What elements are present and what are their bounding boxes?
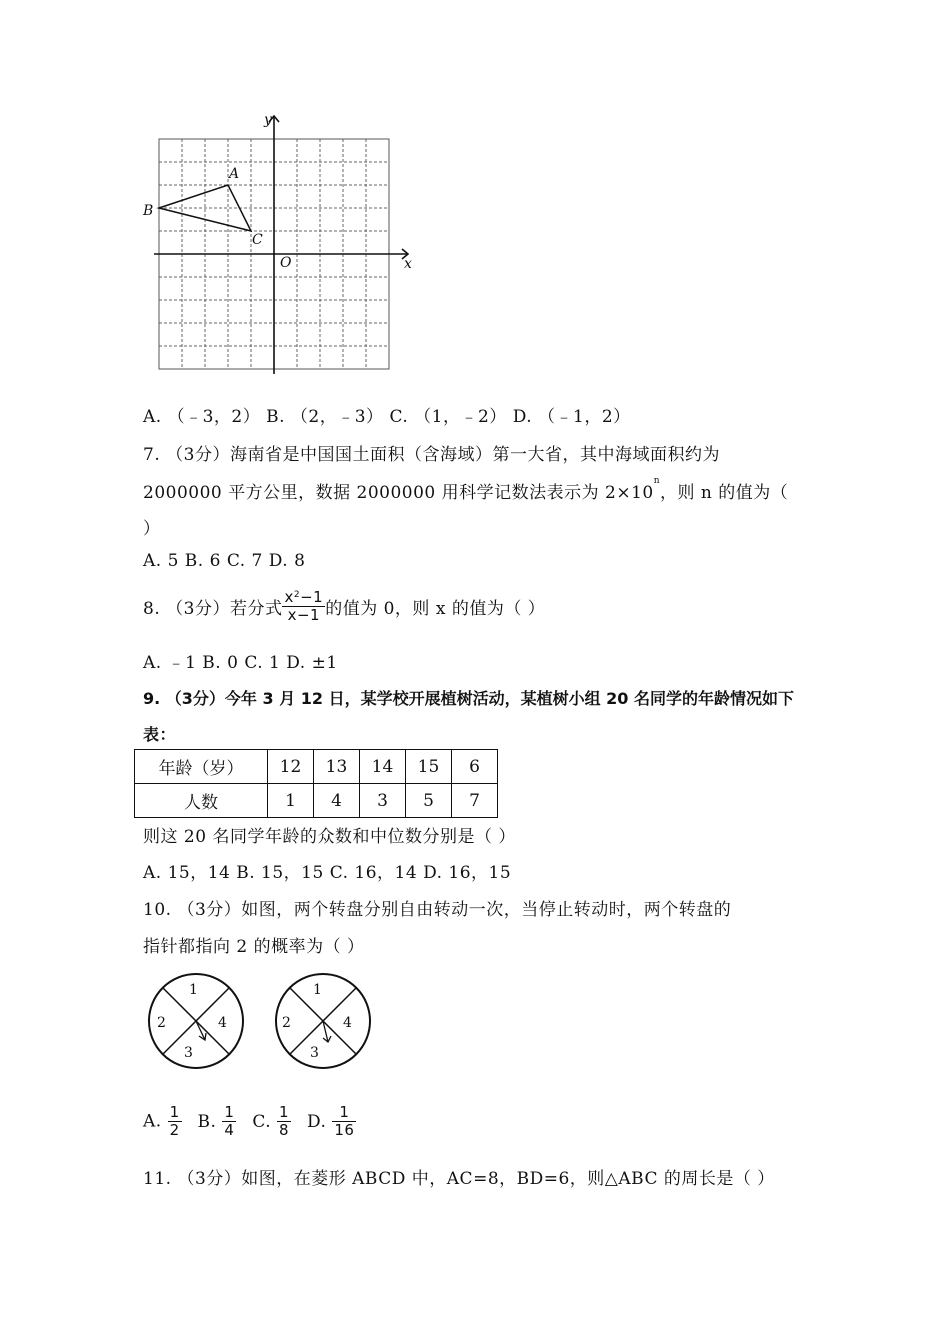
origin-label: O xyxy=(280,255,292,271)
spinner-right xyxy=(265,968,385,1078)
q8-options: A. ﹣1 B. 0 C. 1 D. ±1 xyxy=(143,653,338,673)
count-table-row xyxy=(135,784,498,818)
spinner-left xyxy=(138,968,258,1078)
age-cell: 14 xyxy=(360,750,406,784)
age-cell: 15 xyxy=(406,750,452,784)
q8-frac-num: x xyxy=(284,588,294,606)
coordinate-grid-figure xyxy=(140,108,420,378)
q10-opt-b: B. xyxy=(197,1111,217,1132)
spinner-label: 2 xyxy=(282,1015,291,1031)
frac-num: 1 xyxy=(279,1103,290,1121)
q10-frac-d xyxy=(332,1104,356,1139)
count-header-cell: 人数 xyxy=(135,784,268,818)
q8-fraction xyxy=(282,589,325,624)
spinner-label: 4 xyxy=(343,1015,352,1031)
age-cell: 13 xyxy=(314,750,360,784)
q6-options: A. （﹣3，2） B. （2，﹣3） C. （1，﹣2） D. （﹣1，2） xyxy=(143,407,631,427)
q10-opt-a: A. xyxy=(143,1111,162,1132)
q8-suffix: 的值为 0，则 x 的值为（ ） xyxy=(325,599,546,619)
q8-frac-num-sup: 2 xyxy=(293,590,301,600)
age-cell: 6 xyxy=(452,750,498,784)
q10-opt-d: D. xyxy=(306,1111,327,1132)
q7-line2-b: ，则 n 的值为（ xyxy=(660,483,789,503)
q7-line3: ） xyxy=(143,519,161,539)
spinner-label: 4 xyxy=(218,1015,227,1031)
q7-line1: 7. （3分）海南省是中国国土面积（含海域）第一大省，其中海域面积约为 xyxy=(143,445,720,465)
spinner-label: 3 xyxy=(184,1045,193,1061)
q7-line2-a: 2000000 平方公里，数据 2000000 用科学记数法表示为 2×10 xyxy=(143,483,654,503)
frac-den: 2 xyxy=(169,1121,180,1139)
frac-num: 1 xyxy=(169,1103,180,1121)
axis-y-label: y xyxy=(264,112,272,128)
frac-den: 8 xyxy=(279,1121,290,1139)
age-table-row xyxy=(135,750,498,784)
point-c-label: C xyxy=(252,232,263,248)
q9-line2: 表： xyxy=(143,725,177,744)
count-cell: 3 xyxy=(360,784,406,818)
q9-question: 则这 20 名同学年龄的众数和中位数分别是（ ） xyxy=(143,827,516,847)
spinner-label: 1 xyxy=(313,982,322,998)
q7-exponent: n xyxy=(653,476,661,486)
spinner-label: 1 xyxy=(189,982,198,998)
q10-opt-c: C. xyxy=(252,1111,272,1132)
frac-num: 1 xyxy=(224,1103,235,1121)
age-header-cell: 年龄（岁） xyxy=(135,750,268,784)
frac-num: 1 xyxy=(339,1103,350,1121)
spinner-label: 3 xyxy=(310,1045,319,1061)
point-a-label: A xyxy=(229,166,240,182)
count-cell: 1 xyxy=(268,784,314,818)
axis-x-label: x xyxy=(404,256,412,272)
age-table xyxy=(134,749,498,818)
count-cell: 7 xyxy=(452,784,498,818)
q10-options xyxy=(143,1104,356,1139)
q7-line2 xyxy=(143,478,788,503)
frac-den: 16 xyxy=(334,1121,355,1139)
q8-frac-den: x−1 xyxy=(282,606,325,624)
q9-line1: 9. （3分）今年 3 月 12 日，某学校开展植树活动，某植树小组 20 名同学的年龄情况如下 xyxy=(143,689,795,708)
frac-den: 4 xyxy=(224,1121,235,1139)
q7-options: A. 5 B. 6 C. 7 D. 8 xyxy=(143,551,306,571)
q10-frac-a xyxy=(168,1104,182,1139)
q10-line1: 10. （3分）如图，两个转盘分别自由转动一次，当停止转动时，两个转盘的 xyxy=(143,900,732,920)
count-cell: 5 xyxy=(406,784,452,818)
q11-line1: 11. （3分）如图，在菱形 ABCD 中，AC=8，BD=6，则△ABC 的周长是（ ） xyxy=(143,1169,775,1189)
q8-frac-num-rest: −1 xyxy=(300,588,324,606)
q10-frac-b xyxy=(222,1104,236,1139)
axes xyxy=(154,116,408,374)
spinner-label: 2 xyxy=(157,1015,166,1031)
q9-options: A. 15，14 B. 15，15 C. 16，14 D. 16，15 xyxy=(143,863,512,883)
count-cell: 4 xyxy=(314,784,360,818)
q10-line2: 指针都指向 2 的概率为（ ） xyxy=(143,937,365,957)
age-cell: 12 xyxy=(268,750,314,784)
q10-frac-c xyxy=(277,1104,291,1139)
point-b-label: B xyxy=(143,203,154,219)
q8-prefix: 8. （3分）若分式 xyxy=(143,599,283,619)
q8-line xyxy=(143,589,545,624)
